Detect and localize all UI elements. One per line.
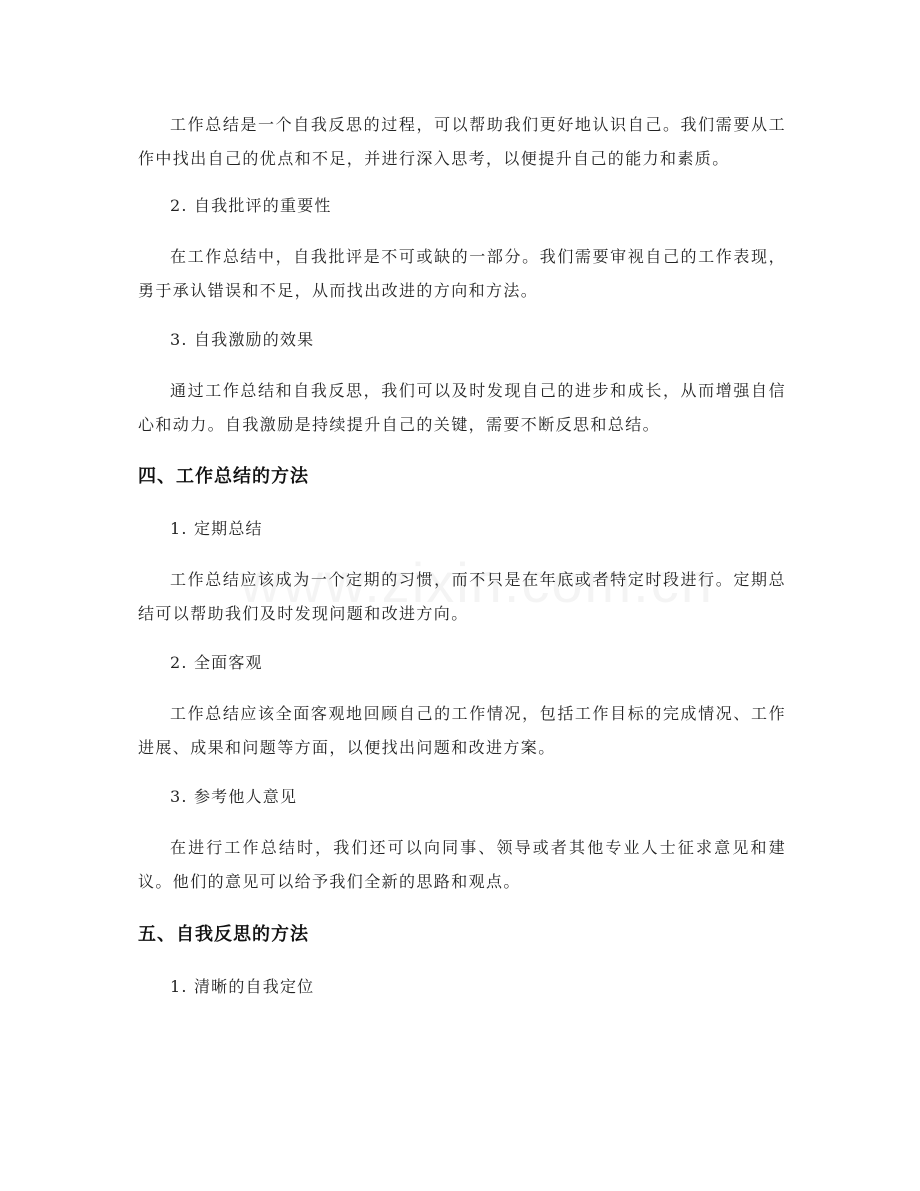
paragraph-self-reflection: 工作总结是一个自我反思的过程，可以帮助我们更好地认识自己。我们需要从工作中找出自己的优点和不足，并进行深入思考，以便提升自己的能力和素质。 [138,115,786,168]
subheading-self-positioning: 1. 清晰的自我定位 [170,977,315,996]
paragraph-regular-summary: 工作总结应该成为一个定期的习惯，而不只是在年底或者特定时段进行。定期总结可以帮助我们及时发现问题和改进方向。 [138,570,786,623]
subheading-others-opinions: 3. 参考他人意见 [170,787,298,806]
paragraph-self-criticism: 在工作总结中，自我批评是不可或缺的一部分。我们需要审视自己的工作表现，勇于承认错误和不足，从而找出改进的方向和方法。 [138,247,786,300]
paragraph-comprehensive: 工作总结应该全面客观地回顾自己的工作情况，包括工作目标的完成情况、工作进展、成果和问题等方面，以便找出问题和改进方案。 [138,704,786,757]
subheading-self-motivation: 3. 自我激励的效果 [170,330,315,349]
section-heading-summary-methods: 四、工作总结的方法 [138,466,309,487]
subheading-comprehensive: 2. 全面客观 [170,653,263,672]
subheading-self-criticism: 2. 自我批评的重要性 [170,196,332,215]
subheading-regular-summary: 1. 定期总结 [170,519,263,538]
section-heading-reflection-methods: 五、自我反思的方法 [138,924,309,945]
paragraph-self-motivation: 通过工作总结和自我反思，我们可以及时发现自己的进步和成长，从而增强自信心和动力。自我激励是持续提升自己的关键，需要不断反思和总结。 [138,381,786,434]
paragraph-others-opinions: 在进行工作总结时，我们还可以向同事、领导或者其他专业人士征求意见和建议。他们的意见可以给予我们全新的思路和观点。 [138,838,786,891]
